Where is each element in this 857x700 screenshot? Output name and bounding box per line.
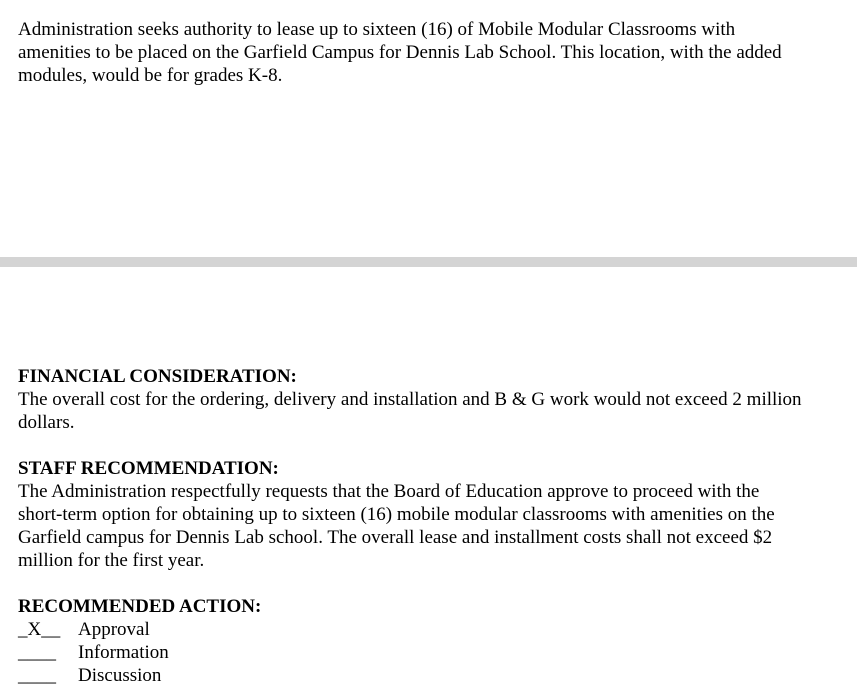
staff-heading: STAFF RECOMMENDATION: — [18, 458, 279, 479]
option-mark: ____ — [18, 665, 56, 686]
option-mark: ____ — [18, 642, 56, 663]
staff-paragraph: The Administration respectfully requests that the Board of Education approve to proceed with the short-term option for obtaining up to sixteen (16) mobile modular classrooms with amenities on the Garfield campus for Dennis Lab school. The overall lease and installment costs shall not exceed $2 million for the first year. — [18, 481, 775, 571]
action-heading: RECOMMENDED ACTION: — [18, 596, 262, 617]
option-label: Discussion — [78, 665, 162, 686]
option-mark: _X__ — [18, 619, 61, 640]
financial-paragraph: The overall cost for the ordering, delivery and installation and B & G work would not exceed 2 million dollars. — [18, 389, 802, 433]
action-option-discussion — [18, 664, 418, 687]
action-option-information — [18, 641, 418, 664]
option-label: Approval — [78, 619, 150, 640]
action-option-approval — [18, 618, 418, 641]
financial-heading: FINANCIAL CONSIDERATION: — [18, 366, 297, 387]
page-separator — [0, 257, 857, 267]
intro-paragraph: Administration seeks authority to lease up to sixteen (16) of Mobile Modular Classrooms with amenities to be placed on the Garfield Campus for Dennis Lab School. This location, with the added modules, would be for grades K-8. — [18, 19, 782, 86]
option-label: Information — [78, 642, 169, 663]
